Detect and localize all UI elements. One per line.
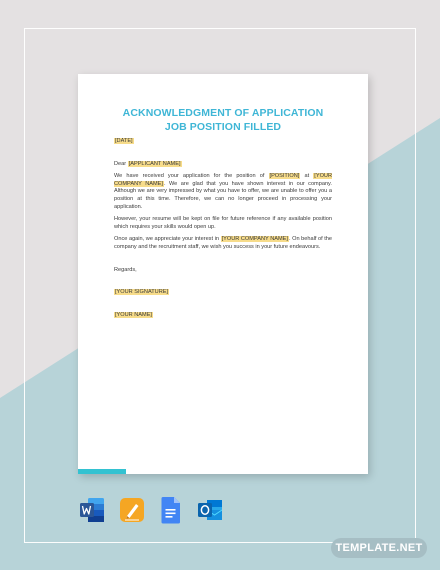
position-placeholder: [POSITION]	[269, 173, 300, 180]
word-icon[interactable]	[79, 495, 105, 525]
salutation: Dear [APPLICANT NAME]	[114, 160, 181, 167]
closing: Regards,	[114, 266, 137, 273]
signature-placeholder: [YOUR SIGNATURE]	[115, 289, 169, 296]
paragraph-3: Once again, we appreciate your interest in [YOUR COMPANY NAME]. On behalf of the company and the recruitment staff, we wish you success in your future endeavours.	[114, 236, 332, 250]
accent-bar	[78, 469, 126, 474]
paragraph-1: We have received your application for the position of [POSITION] at [YOUR COMPANY NAME]. We are glad that you have shown interest in our company. Although we are very impressed by what you have to offer, we are unable to offer you a position at this time. Therefore, we can no longer proceed in processing your application.	[114, 173, 332, 210]
company-name-placeholder: [YOUR COMPANY NAME]	[114, 173, 332, 187]
outlook-icon[interactable]	[197, 495, 223, 525]
app-icons	[79, 495, 229, 525]
pages-icon[interactable]	[119, 495, 145, 525]
document-title: ACKNOWLEDGMENT OF APPLICATION JOB POSITION FILLED	[122, 107, 324, 133]
applicant-name-placeholder: [APPLICANT NAME]	[128, 160, 181, 167]
document-page	[78, 74, 368, 474]
document-body	[114, 138, 332, 324]
paragraph-2: However, your resume will be kept on file for future reference if any available position which requires your skills would open up.	[114, 216, 332, 230]
date-placeholder: [DATE]	[115, 138, 133, 144]
template-net-badge[interactable]: TEMPLATE.NET	[331, 538, 427, 558]
google-docs-icon[interactable]	[158, 495, 184, 525]
your-name-placeholder: [YOUR NAME]	[115, 311, 152, 318]
company-name-placeholder: [YOUR COMPANY NAME]	[221, 236, 288, 243]
